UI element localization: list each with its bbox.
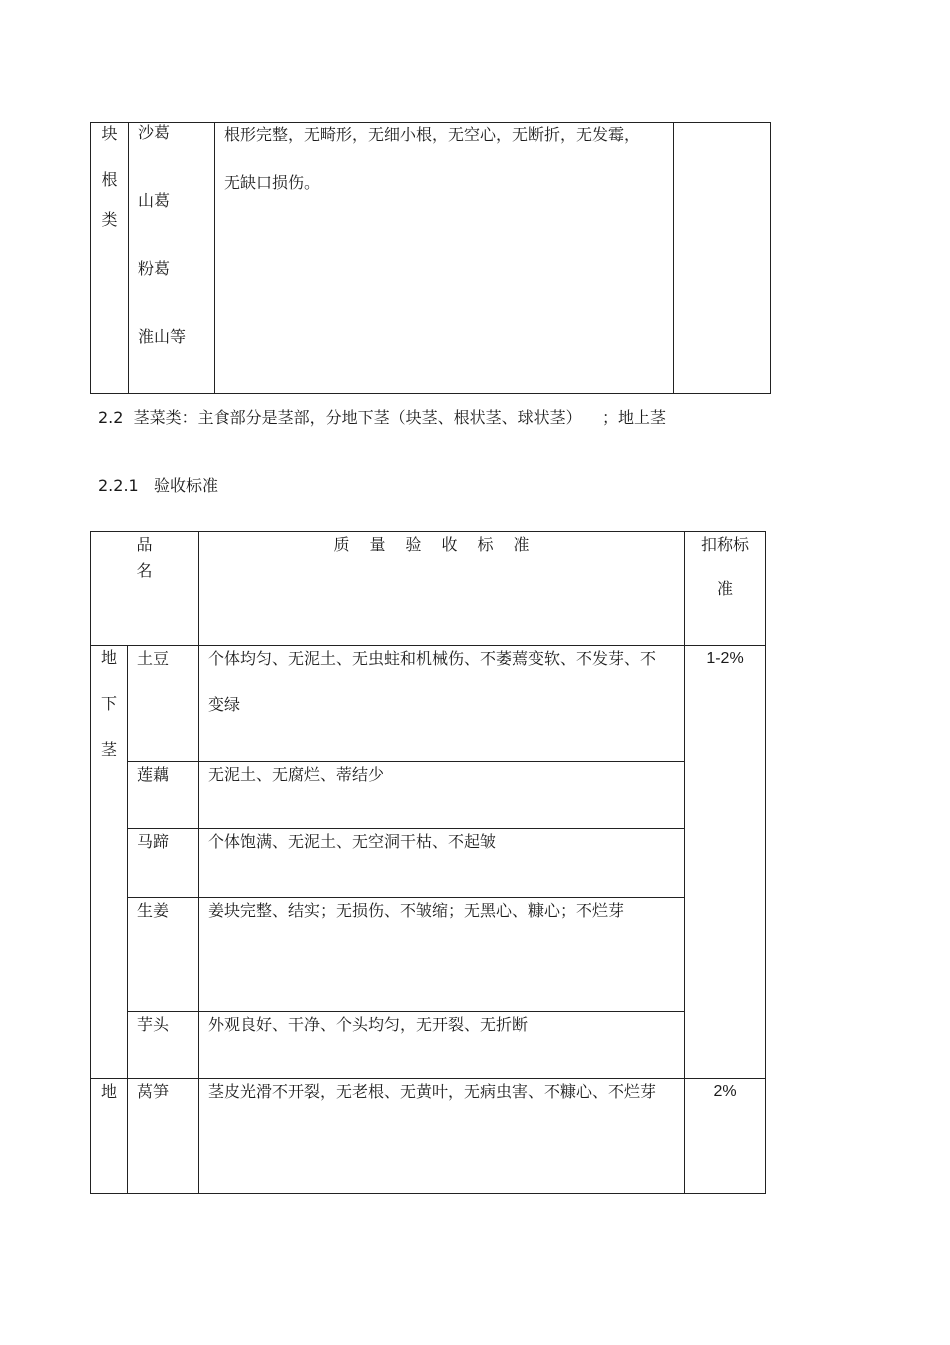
item-name: 芋头: [128, 1012, 199, 1079]
item-standard: [199, 646, 685, 762]
standard-text: 根形完整，无畸形，无细小根，无空心，无断折，无发霉，无缺口损伤。: [224, 125, 641, 192]
header-deduction-line1: 扣称标: [700, 535, 749, 554]
item-standard-text: 外观良好、干净、个头均匀，无开裂、无折断: [208, 1015, 529, 1034]
section-2-2-text: 2.2 茎菜类：主食部分是茎部，分地下茎（块茎、根状茎、球状茎） ；地上茎: [98, 408, 666, 427]
item-name: 马蹄: [128, 829, 199, 898]
header-name: 品名: [91, 532, 199, 646]
item-name: 沙葛: [138, 123, 171, 142]
item-standard-text: 个体均匀、无泥土、无虫蛀和机械伤、不萎蔫变软、不发芽、不变绿: [208, 649, 657, 714]
category-char: 下: [100, 694, 117, 713]
table-header-row: [91, 532, 766, 646]
stem-vegetable-table: [90, 531, 766, 1194]
section-2-2-1-heading: 2.2.1 验收标准: [98, 476, 218, 495]
item-standard-text: 姜块完整、结实；无损伤、不皱缩；无黑心、糠心；不烂芽: [208, 901, 625, 920]
category-char: 地: [100, 648, 117, 667]
header-deduction-line2: 准: [716, 579, 733, 598]
names-cell: [129, 123, 215, 394]
item-name: 土豆: [128, 646, 199, 762]
item-standard: [199, 1079, 685, 1194]
table-row: [91, 898, 766, 1012]
item-standard: [199, 898, 685, 1012]
tuber-root-table: [90, 122, 771, 394]
group-deduction: 1-2%: [685, 646, 766, 1079]
item-standard-text: 个体饱满、无泥土、无空洞干枯、不起皱: [208, 832, 497, 851]
item-name: 山葛: [138, 191, 171, 210]
item-name: 淮山等: [138, 327, 187, 346]
item-standard-text: 无泥土、无腐烂、蒂结少: [208, 765, 385, 784]
item-standard-text: 茎皮光滑不开裂，无老根、无黄叶，无病虫害、不糠心、不烂芽: [208, 1082, 657, 1101]
category-char: 茎: [100, 740, 117, 759]
item-name: 莲藕: [128, 762, 199, 829]
category-aboveground-stem: 地: [91, 1079, 128, 1194]
category-cell: [91, 123, 129, 394]
category-underground-stem: [91, 646, 128, 1079]
category-char: 根: [101, 170, 118, 189]
standard-cell: [215, 123, 674, 394]
header-deduction: [685, 532, 766, 646]
item-name: 生姜: [128, 898, 199, 1012]
category-char: 块: [101, 124, 118, 143]
item-name: 莴笋: [128, 1079, 199, 1194]
table-row: [91, 1079, 766, 1194]
table-row: [91, 646, 766, 762]
deduction-cell: [674, 123, 771, 394]
header-standard: 质量验收标准: [199, 532, 685, 646]
category-char: 类: [101, 210, 118, 229]
group-deduction: 2%: [685, 1079, 766, 1194]
item-name: 粉葛: [138, 259, 171, 278]
